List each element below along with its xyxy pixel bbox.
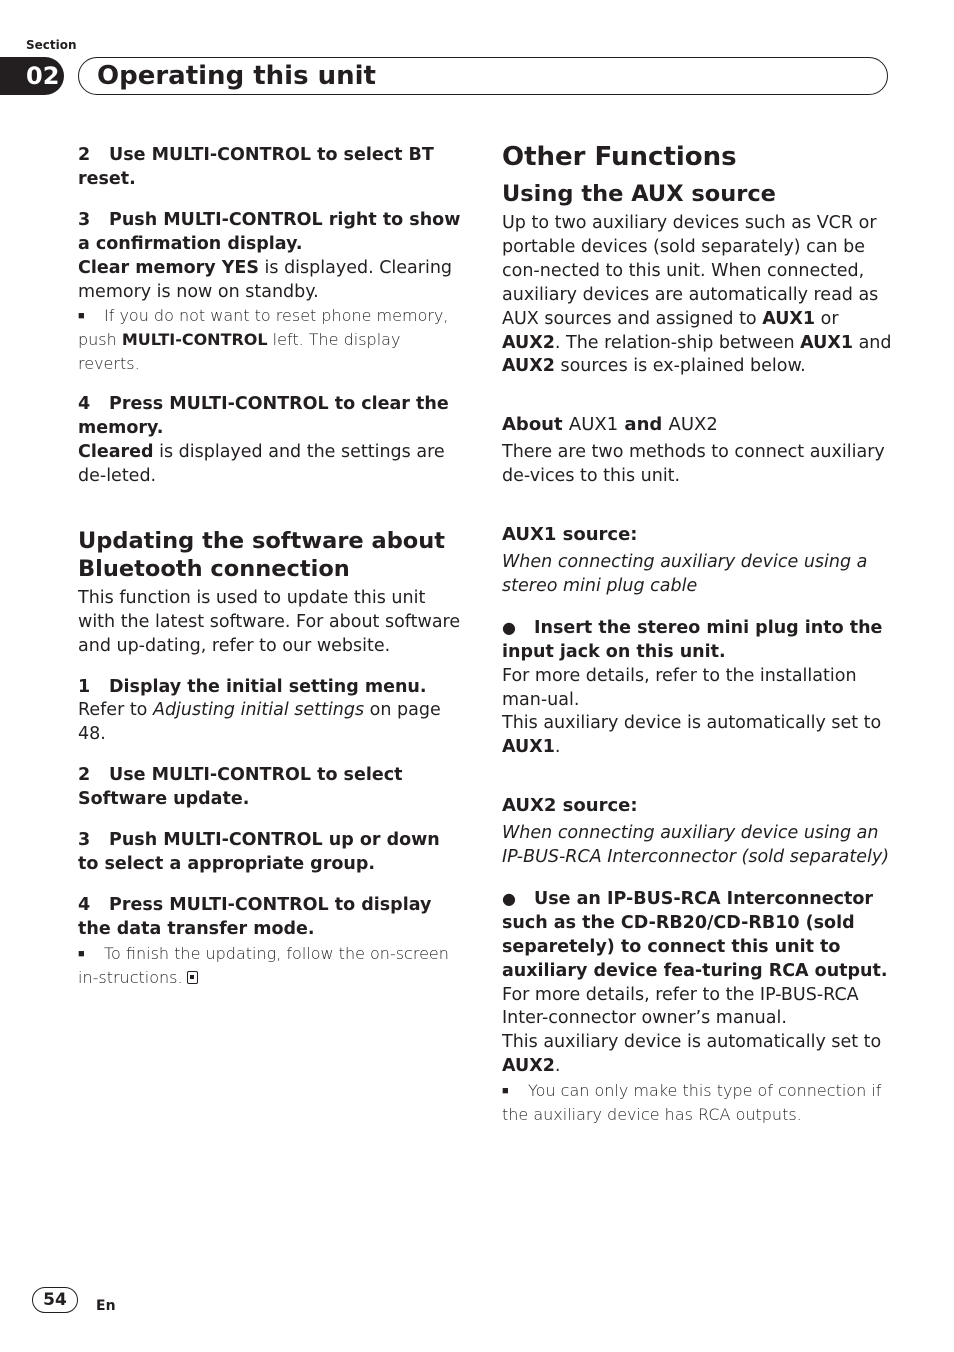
- note: ■ To finish the updating, follow the on-screen in-structions.: [78, 943, 449, 987]
- step-number: 2: [78, 145, 91, 165]
- step-initial-menu: [78, 676, 464, 700]
- step-number: 3: [78, 830, 91, 851]
- end-of-section-icon: [187, 971, 198, 984]
- note-square-icon: ■: [78, 309, 85, 323]
- step-text: Press MULTI-CONTROL to clear the memory.: [78, 394, 449, 439]
- step-text: Push MULTI-CONTROL right to show a confirmation display.: [78, 209, 461, 254]
- step-select-software-update: [78, 764, 464, 812]
- step-body: Refer to Adjusting initial settings on page 48.: [78, 700, 441, 745]
- heading-aux2-source: AUX2 source:: [502, 795, 638, 817]
- step-body: Clear memory YES is displayed. Clearing memory is now on standby.: [78, 257, 453, 302]
- step-transfer-mode: [78, 894, 464, 942]
- heading-other-functions: Other Functions: [502, 142, 737, 172]
- heading-about-aux: About AUX1 and AUX2: [502, 414, 718, 436]
- step-text: Push MULTI-CONTROL up or down to select a appropriate group.: [78, 830, 440, 874]
- chapter-title-bar: [78, 57, 888, 95]
- aux1-body: For more details, refer to the installation man-ual.: [502, 665, 857, 710]
- language-label: En: [96, 1298, 116, 1314]
- aux-intro: Up to two auxiliary devices such as VCR or portable devices (sold separately) can be con-nected to this unit. When connected, auxiliary devices are automatically read as AUX sources and assigned to AUX1 or AUX2. The relation-ship between AUX1 and AUX2 sources is ex-plained below.: [502, 213, 892, 377]
- step-bt-reset: [78, 144, 464, 192]
- step-number: 1: [78, 676, 91, 697]
- step-number: 2: [78, 765, 91, 786]
- aux1-subtitle: When connecting auxiliary device using a stereo mini plug cable: [502, 551, 868, 596]
- step-text: Use MULTI-CONTROL to select Software update.: [78, 765, 403, 810]
- heading-aux-source: Using the AUX source: [502, 181, 776, 207]
- note: ■ If you do not want to reset phone memory, push MULTI-CONTROL left. The display reverts.: [78, 306, 449, 374]
- step-body: Cleared is displayed and the settings are de-leted.: [78, 441, 445, 486]
- step-text: Press MULTI-CONTROL to display the data transfer mode.: [78, 894, 432, 939]
- step-text: Use MULTI-CONTROL to select BT reset.: [78, 145, 434, 189]
- aux2-body: For more details, refer to the IP-BUS-RCA Inter-connector owner’s manual.: [502, 984, 859, 1029]
- section-intro: This function is used to update this unit with the latest software. For about software and up-dating, refer to our website.: [78, 587, 461, 656]
- step-confirmation: [78, 209, 464, 257]
- step-number: 4: [78, 894, 91, 915]
- bullet-icon: ●: [502, 888, 516, 908]
- aux2-step: ● Use an IP-BUS-RCA Interconnector such as the CD-RB20/CD-RB10 (sold separetely) to connect this unit to auxiliary device fea-turing RCA output.: [502, 888, 888, 981]
- page-number: 54: [32, 1287, 78, 1313]
- step-number: 3: [78, 209, 91, 230]
- note-square-icon: ■: [78, 946, 85, 960]
- aux2-body: This auxiliary device is automatically set to AUX2.: [502, 1032, 882, 1077]
- aux1-step: ● Insert the stereo mini plug into the input jack on this unit.: [502, 617, 883, 662]
- cross-reference-link: Adjusting initial settings: [152, 700, 365, 721]
- left-column: [78, 140, 464, 989]
- step-number: 4: [78, 394, 91, 415]
- step-clear-memory: [78, 393, 464, 441]
- step-select-group: [78, 829, 464, 877]
- aux2-subtitle: When connecting auxiliary device using an IP-BUS-RCA Interconnector (sold separately): [502, 823, 890, 868]
- heading-aux1-source: AUX1 source:: [502, 524, 638, 546]
- bullet-icon: ●: [502, 617, 516, 637]
- step-text: Display the initial setting menu.: [109, 676, 427, 697]
- note: ■ You can only make this type of connection if the auxiliary device has RCA outputs.: [502, 1081, 882, 1125]
- about-body: There are two methods to connect auxiliary de-vices to this unit.: [502, 442, 885, 487]
- section-label: Section: [26, 38, 77, 52]
- right-column: [502, 140, 892, 1127]
- section-number-tab: 02: [0, 57, 64, 95]
- chapter-title: Operating this unit: [97, 61, 376, 91]
- note-square-icon: ■: [502, 1084, 509, 1098]
- aux1-body: This auxiliary device is automatically set to AUX1.: [502, 713, 882, 758]
- section-heading-software-update: Updating the software about Bluetooth connection: [78, 527, 446, 582]
